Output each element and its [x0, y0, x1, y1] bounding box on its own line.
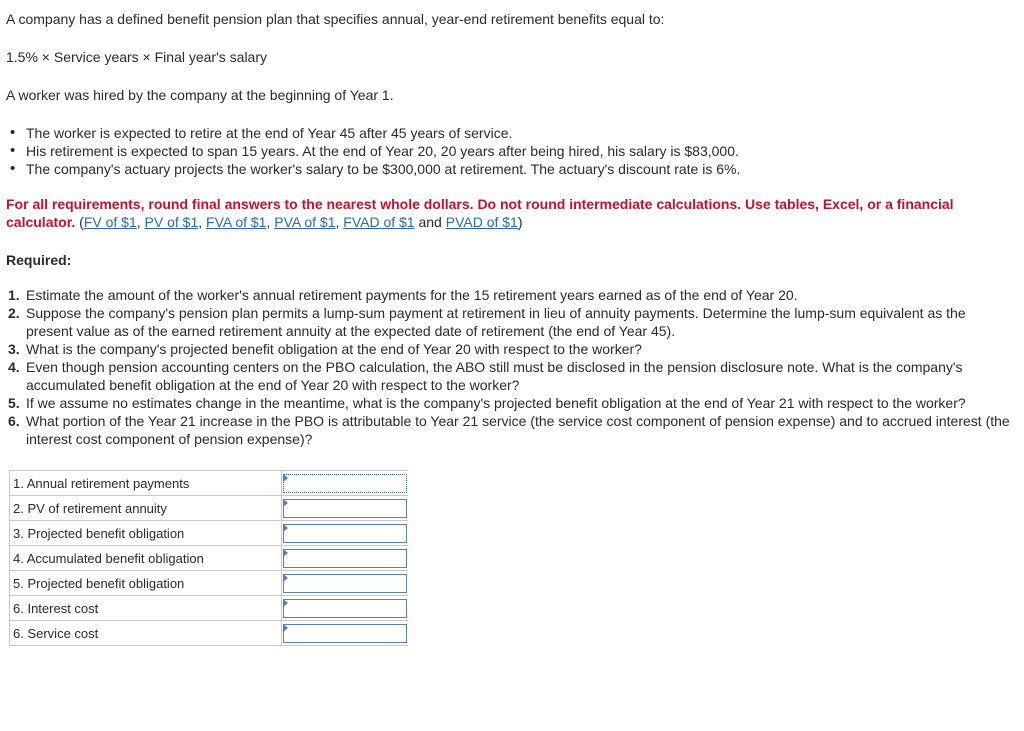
answer-cell [283, 574, 407, 593]
question-number: 4. [8, 359, 20, 375]
answer-row [10, 471, 409, 496]
link-separator: , [136, 214, 145, 230]
answer-cell [283, 624, 407, 643]
service-cost-input[interactable] [284, 625, 406, 642]
answer-table [9, 470, 408, 646]
answer-row [10, 571, 409, 596]
question-number: 2. [8, 305, 20, 321]
link-separator: , [266, 214, 275, 230]
link-separator: , [198, 214, 207, 230]
question-item [8, 304, 1016, 340]
question-item [8, 412, 1016, 448]
interest-cost-input[interactable] [284, 600, 406, 617]
answer-row [10, 546, 409, 571]
answer-row [10, 496, 409, 521]
answer-label: 2. PV of retirement annuity [10, 496, 282, 521]
question-text: Suppose the company's pension plan permits a lump-sum payment at retirement in lieu of annuity payments. Determine the lump-sum equivalent as the present value as of the earned retirement annuity at the expected date of retirement (the end of Year 45). [26, 305, 966, 339]
answer-row [10, 521, 409, 546]
accumulated-benefit-obligation-input[interactable] [284, 550, 406, 567]
link-fv-of-1[interactable]: FV of $1 [83, 214, 137, 230]
benefit-formula: 1.5% × Service years × Final year's salary [6, 49, 268, 65]
answer-row [10, 621, 409, 646]
answer-label: 1. Annual retirement payments [10, 471, 282, 496]
input-flag-icon [283, 599, 288, 607]
facts-list [6, 124, 1016, 178]
hire-statement: A worker was hired by the company at the beginning of Year 1. [6, 87, 394, 103]
input-flag-icon [283, 474, 288, 482]
instructions-bold-text: For all requirements, round final answers to the nearest whole dollars. Do not round intermediate calculations. Use tables, Excel, or a financial calculator. [6, 196, 954, 230]
question-number: 6. [8, 413, 20, 429]
answer-cell [283, 524, 407, 543]
answer-cell [283, 549, 407, 568]
link-pv-of-1[interactable]: PV of $1 [144, 214, 199, 230]
rounding-instructions [6, 195, 1016, 231]
answer-label: 3. Projected benefit obligation [10, 521, 282, 546]
question-text: If we assume no estimates change in the meantime, what is the company's projected benefit obligation at the end of Year 21 with respect to the worker? [26, 395, 966, 411]
question-text: Even though pension accounting centers on the PBO calculation, the ABO still must be disclosed in the pension disclosure note. What is the company's accumulated benefit obligation at the end of Year 20 with respect to the worker? [26, 359, 963, 393]
answer-label: 5. Projected benefit obligation [10, 571, 282, 596]
link-separator: , [335, 214, 344, 230]
question-text: What portion of the Year 21 increase in the PBO is attributable to Year 21 service (the service cost component of pension expense) and to accrued interest (the interest cost component of pension expense)? [26, 413, 1010, 447]
answer-cell [283, 474, 407, 493]
input-flag-icon [283, 524, 288, 532]
problem-content [6, 10, 1016, 646]
question-number: 3. [8, 341, 20, 357]
question-item [8, 394, 1016, 412]
pv-retirement-annuity-input[interactable] [284, 500, 406, 517]
question-text: Estimate the amount of the worker's annual retirement payments for the 15 retirement years earned as of the end of Year 20. [26, 287, 798, 303]
projected-benefit-obligation-year21-input[interactable] [284, 575, 406, 592]
question-item [8, 358, 1016, 394]
annual-retirement-payments-input[interactable] [284, 475, 406, 492]
instructions-paren: ) [517, 214, 523, 230]
input-flag-icon [283, 624, 288, 632]
input-flag-icon [283, 549, 288, 557]
fact-item: • His retirement is expected to span 15 years. At the end of Year 20, 20 years after being hired, his salary is $83,000. [26, 142, 1016, 160]
fact-item: • The worker is expected to retire at the end of Year 45 after 45 years of service. [26, 124, 1016, 142]
question-item [8, 286, 1016, 304]
answer-cell [283, 499, 407, 518]
input-flag-icon [283, 499, 288, 507]
intro-text: A company has a defined benefit pension plan that specifies annual, year-end retirement benefits equal to: [6, 11, 665, 27]
answer-cell [283, 599, 407, 618]
question-item [8, 340, 1016, 358]
question-number: 1. [8, 287, 20, 303]
answer-row [10, 596, 409, 621]
fact-item: • The company's actuary projects the worker's salary to be $300,000 at retirement. The actuary's discount rate is 6%. [26, 160, 1016, 178]
input-flag-icon [283, 574, 288, 582]
link-pvad-of-1[interactable]: PVAD of $1 [445, 214, 518, 230]
answer-label: 6. Interest cost [10, 596, 282, 621]
link-pva-of-1[interactable]: PVA of $1 [274, 214, 336, 230]
link-fva-of-1[interactable]: FVA of $1 [206, 214, 267, 230]
link-fvad-of-1[interactable]: FVAD of $1 [343, 214, 415, 230]
answer-label: 4. Accumulated benefit obligation [10, 546, 282, 571]
question-text: What is the company's projected benefit obligation at the end of Year 20 with respect to the worker? [26, 341, 642, 357]
required-heading: Required: [6, 252, 72, 268]
answer-label: 6. Service cost [10, 621, 282, 646]
link-and: and [414, 214, 446, 230]
questions-list [6, 286, 1016, 448]
question-number: 5. [8, 395, 20, 411]
instructions-paren: ( [79, 214, 84, 230]
projected-benefit-obligation-input[interactable] [284, 525, 406, 542]
